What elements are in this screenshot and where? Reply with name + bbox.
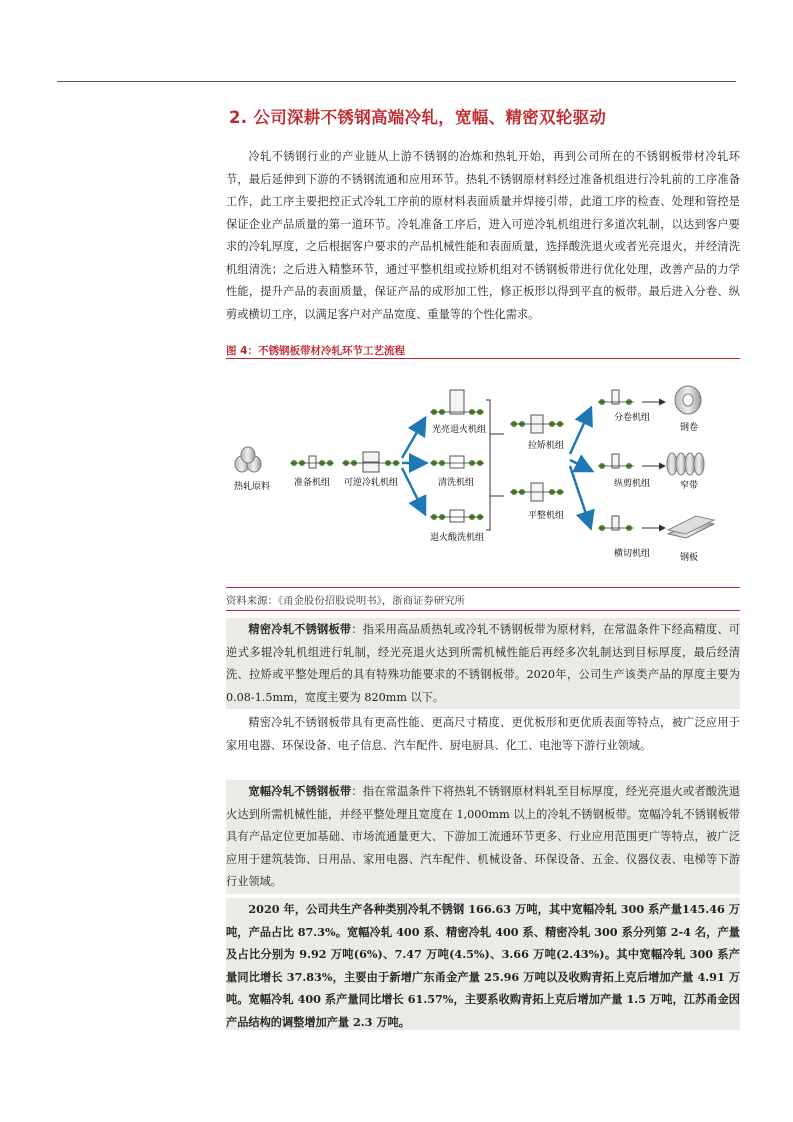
- reversing-mill-icon: [342, 452, 400, 472]
- label-reversing: 可逆冷轧机组: [344, 478, 399, 488]
- label-bright: 光亮退火机组: [432, 425, 487, 435]
- tension-leveling-icon: [510, 415, 564, 433]
- label-strip: 窄带: [680, 481, 699, 491]
- arrow-to-slit-coil: [570, 410, 590, 454]
- header-rule: [57, 81, 736, 82]
- figure-bottom-rule: [226, 587, 740, 588]
- label-clean: 清洗机组: [438, 478, 475, 488]
- process-flow-diagram: [226, 362, 740, 586]
- precision-definition: ：指采用高品质热轧或冷轧不锈钢板带为原材料，在常温条件下经高精度、可逆式多辊冷轧机组进行轧制，经光亮退火达到所需机械性能后再经多次轧制达到目标厚度，最后经清洗、拉矫或平整处理后的具有特殊功能要求的不锈钢板带。2020年，公司生产该类产品的厚度主要为 0.08-1.5mm，宽度主要为 820mm 以下。: [226, 623, 740, 704]
- intro-paragraph: 冷轧不锈钢行业的产业链从上游不锈钢的冶炼和热轧开始，再到公司所在的不锈钢板带材冷轧环节，最后延伸到下游的不锈钢流通和应用环节。热轧不锈钢原材料经过准备机组进行冷轧前的工序准备工作，此工序主要把控正式冷轧工序前的原材料表面质量并焊接引带，此道工序的检查、处理和管控是保证企业产品质量的第一道环节。冷轧准备工序后，进入可逆冷轧机组进行多道次轧制，以达到客户要求的冷轧厚度，之后根据客户要求的产品机械性能和表面质量，选择酸洗退火或者光亮退火，并经清洗机组清洗；之后进入精整环节，通过平整机组或拉矫机组对不锈钢板带进行优化处理，改善产品的力学性能，提升产品的表面质量，保证产品的成形加工性，修正板形以得到平直的板带。最后进入分卷、纵剪或横切工序，以满足客户对产品宽度、重量等的个性化需求。: [226, 150, 740, 321]
- source-rule: [226, 610, 740, 611]
- precision-features: 精密冷轧不锈钢板带具有更高性能、更高尺寸精度、更优板形和更优质表面等特点，被广泛应用于家用电器、环保设备、电子信息、汽车配件、厨电厨具、化工、电池等下游行业领域。: [226, 716, 740, 752]
- steel-plate-icon: [668, 516, 714, 538]
- temper-unit-icon: [510, 483, 564, 501]
- figure-top-rule: [226, 358, 740, 359]
- label-raw: 热轧原料: [234, 482, 271, 492]
- label-slit-coil: 分卷机组: [614, 413, 651, 423]
- label-prep: 准备机组: [294, 478, 331, 488]
- collector-bracket: [486, 400, 490, 530]
- label-temper: 平整机组: [528, 511, 565, 521]
- clean-unit-icon: [430, 456, 484, 468]
- pickle-unit-icon: [430, 510, 484, 522]
- narrow-strip-icon: [667, 453, 704, 475]
- wide-term: 宽幅冷轧不锈钢板带: [248, 784, 352, 798]
- prep-unit-icon: [290, 456, 334, 468]
- slit-coil-icon: [598, 390, 634, 405]
- wide-paragraph: [226, 780, 740, 894]
- label-coil: 钢卷: [680, 423, 699, 433]
- steel-coil-icon: [675, 386, 701, 414]
- precision-paragraph: [226, 618, 740, 709]
- label-cut: 横切机组: [614, 549, 651, 559]
- bright-anneal-icon: [430, 390, 484, 415]
- figure-source: 资料来源：《甬金股份招股说明书》，浙商证券研究所: [226, 595, 465, 607]
- arrow-to-cut: [570, 466, 590, 526]
- output-paragraph: 2020 年，公司共生产各种类别冷轧不锈钢 166.63 万吨，其中宽幅冷轧 300 系产量145.46 万吨，产品占比 87.3%。宽幅冷轧 400 系、精密冷轧 400 系、精密冷轧 300 系分列第 2-4 名，产量及占比分别为 9.92 万吨(6%)、7.47 万吨(4.5%)、3.66 万吨(2.43%)。其中宽幅冷轧 300 系产量同比增长 37.83%，主要由于新增广东甬金产量 25.96 万吨以及收购青拓上克后增加产量 4.91 万吨。宽幅冷轧 400 系产量同比增长 61.57%，主要系收购青拓上克后增加产量 1.5 万吨，江苏甬金因产品结构的调整增加产量 2.3 万吨。: [226, 902, 740, 1029]
- arrow-to-slit: [570, 460, 590, 470]
- label-plate: 钢板: [680, 553, 699, 563]
- precision-term: 精密冷轧不锈钢板带: [248, 622, 352, 636]
- section-title: 2. 公司深耕不锈钢高端冷轧，宽幅、精密双轮驱动: [229, 108, 607, 127]
- label-tension: 拉矫机组: [528, 441, 565, 451]
- cut-unit-icon: [598, 516, 634, 531]
- raw-coil-icon: [235, 447, 261, 472]
- arrow-to-pickle: [402, 468, 424, 512]
- label-pickle: 退火酸洗机组: [430, 533, 485, 543]
- slit-unit-icon: [598, 454, 634, 469]
- wide-definition: ：指在常温条件下将热轧不锈钢原材料轧至目标厚度，经光亮退火或者酸洗退火达到所需机械性能，并经平整处理且宽度在 1,000mm 以上的冷轧不锈钢板带。宽幅冷轧不锈钢板带具有产品定位更加基础、市场流通量更大、下游加工流通环节更多、行业应用范围更广等特点，被广泛应用于建筑装饰、日用品、家用电器、汽车配件、机械设备、环保设备、五金、仪器仪表、电梯等下游行业领域。: [226, 785, 740, 888]
- label-slit: 纵剪机组: [614, 479, 651, 489]
- arrow-to-bright: [402, 420, 424, 458]
- figure-caption: 图 4：不锈钢板带材冷轧环节工艺流程: [226, 345, 405, 357]
